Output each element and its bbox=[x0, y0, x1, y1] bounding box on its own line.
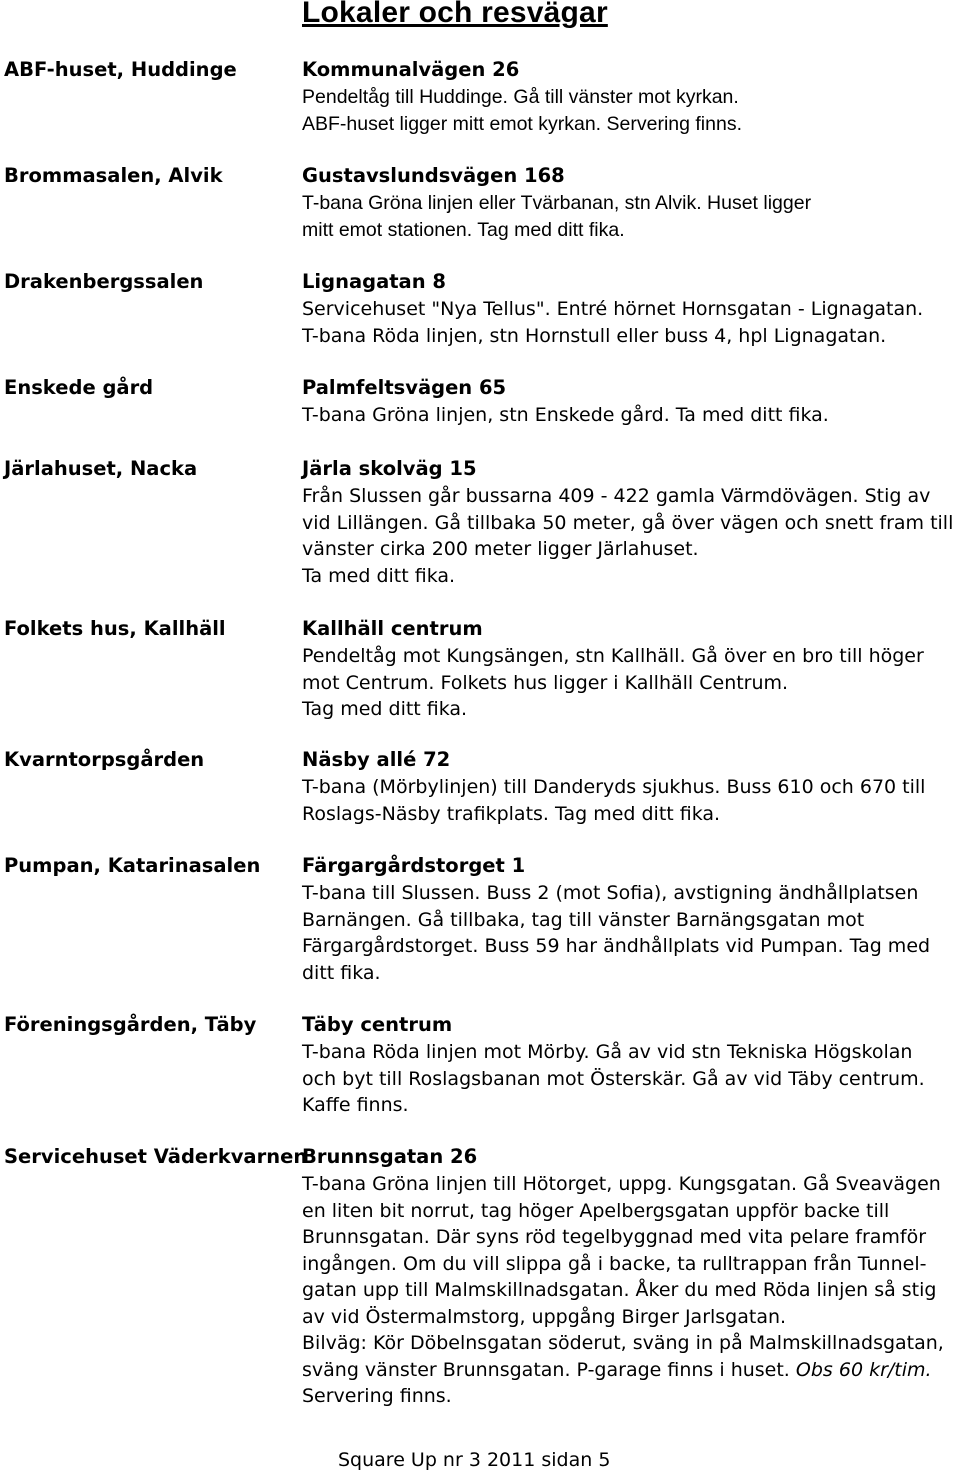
directions-line: vänster cirka 200 meter ligger Järlahuset. bbox=[302, 538, 699, 560]
directions bbox=[302, 880, 930, 986]
page-title: Lokaler och resvägar bbox=[302, 0, 608, 29]
directions bbox=[302, 1171, 944, 1410]
directions-line: Pendeltåg mot Kungsängen, stn Kallhäll. Gå över en bro till höger bbox=[302, 645, 924, 667]
directions-line: Pendeltåg till Huddinge. Gå till vänster mot kyrkan. bbox=[302, 86, 739, 108]
venue-address: Järla skolväg 15 bbox=[302, 457, 477, 480]
directions bbox=[302, 402, 829, 429]
venue-name: Pumpan, Katarinasalen bbox=[4, 854, 261, 877]
directions-text: sväng vänster Brunnsgatan. P-garage finns i huset. bbox=[302, 1358, 790, 1381]
venue-name: Kvarntorpsgården bbox=[4, 748, 205, 771]
directions-line: ingången. Om du vill slippa gå i backe, ta rulltrappan från Tunnel- bbox=[302, 1252, 927, 1275]
directions-line: Bilväg: Kör Döbelnsgatan söderut, sväng in på Malmskillnadsgatan, bbox=[302, 1332, 944, 1354]
venue-address: Palmfeltsvägen 65 bbox=[302, 376, 507, 399]
directions-line: Barnängen. Gå tillbaka, tag till vänster Barnängsgatan mot bbox=[302, 908, 865, 931]
directions-line: T-bana Röda linjen mot Mörby. Gå av vid stn Tekniska Högskolan bbox=[302, 1041, 913, 1063]
directions-line: vid Lillängen. Gå tillbaka 50 meter, gå över vägen och snett fram till bbox=[302, 511, 954, 534]
venue-address: Kallhäll centrum bbox=[302, 617, 483, 640]
venue-name: Enskede gård bbox=[4, 376, 154, 399]
venue-address: Täby centrum bbox=[302, 1013, 453, 1036]
venue-name: Drakenbergssalen bbox=[4, 270, 204, 293]
directions bbox=[302, 774, 925, 827]
directions-line: Servicehuset "Nya Tellus". Entré hörnet Hornsgatan - Lignagatan. bbox=[302, 298, 924, 320]
directions-line: Från Slussen går bussarna 409 - 422 gamla Värmdövägen. Stig av bbox=[302, 485, 931, 507]
directions-line bbox=[302, 1357, 944, 1384]
venue-name: Brommasalen, Alvik bbox=[4, 164, 223, 187]
venue-address: Brunnsgatan 26 bbox=[302, 1145, 478, 1168]
directions-line: en liten bit norrut, tag höger Apelbergsgatan uppför backe till bbox=[302, 1199, 890, 1222]
directions-line: T-bana Gröna linjen, stn Enskede gård. Ta med ditt fika. bbox=[302, 404, 829, 426]
directions bbox=[302, 84, 742, 137]
directions-line: ABF-huset ligger mitt emot kyrkan. Servering finns. bbox=[302, 112, 742, 135]
directions-line: T-bana Gröna linjen eller Tvärbanan, stn Alvik. Huset ligger bbox=[302, 192, 812, 214]
venue-address: Kommunalvägen 26 bbox=[302, 58, 520, 81]
directions-line: Servering finns. bbox=[302, 1385, 452, 1407]
directions bbox=[302, 190, 811, 243]
directions bbox=[302, 483, 953, 589]
directions-line: T-bana Gröna linjen till Hötorget, uppg. Kungsgatan. Gå Sveavägen bbox=[302, 1173, 941, 1195]
directions-line: gatan upp till Malmskillnadsgatan. Åker du med Röda linjen så stig bbox=[302, 1279, 937, 1301]
directions-line: och byt till Roslagsbanan mot Österskär. Gå av vid Täby centrum. bbox=[302, 1067, 925, 1090]
venue-name: ABF-huset, Huddinge bbox=[4, 58, 237, 81]
directions-line: Roslags-Näsby trafikplats. Tag med ditt fika. bbox=[302, 802, 721, 825]
directions-line: av vid Östermalmstorg, uppgång Birger Jarlsgatan. bbox=[302, 1305, 787, 1328]
directions-line: Tag med ditt fika. bbox=[302, 698, 468, 720]
directions-line: T-bana (Mörbylinjen) till Danderyds sjukhus. Buss 610 och 670 till bbox=[302, 776, 926, 798]
directions bbox=[302, 296, 923, 349]
venue-address: Näsby allé 72 bbox=[302, 748, 451, 771]
venue-address: Gustavslundsvägen 168 bbox=[302, 164, 565, 187]
directions-line: T-bana Röda linjen, stn Hornstull eller buss 4, hpl Lignagatan. bbox=[302, 324, 887, 347]
directions-line: mot Centrum. Folkets hus ligger i Kallhäll Centrum. bbox=[302, 671, 789, 694]
venue-name: Folkets hus, Kallhäll bbox=[4, 617, 226, 640]
directions-line: mitt emot stationen. Tag med ditt fika. bbox=[302, 218, 625, 241]
directions bbox=[302, 643, 924, 723]
directions-line: ditt fika. bbox=[302, 961, 381, 984]
venue-address: Lignagatan 8 bbox=[302, 270, 446, 293]
directions-line: Ta med ditt fika. bbox=[302, 564, 456, 587]
venue-address: Färgargårdstorget 1 bbox=[302, 854, 526, 877]
venue-name: Föreningsgården, Täby bbox=[4, 1013, 257, 1036]
page-footer: Square Up nr 3 2011 sidan 5 bbox=[338, 1449, 611, 1471]
directions-line: T-bana till Slussen. Buss 2 (mot Sofia), avstigning ändhållplatsen bbox=[302, 882, 919, 904]
directions-line: Kaffe finns. bbox=[302, 1094, 409, 1116]
parking-price-note: Obs 60 kr/tim. bbox=[795, 1358, 932, 1381]
directions-line: Färgargårdstorget. Buss 59 har ändhållplats vid Pumpan. Tag med bbox=[302, 935, 931, 957]
directions bbox=[302, 1039, 925, 1119]
venue-name: Servicehuset Väderkvarnen bbox=[4, 1145, 308, 1168]
venue-name: Järlahuset, Nacka bbox=[4, 457, 198, 480]
directions-line: Brunnsgatan. Där syns röd tegelbyggnad med vita pelare framför bbox=[302, 1226, 927, 1248]
